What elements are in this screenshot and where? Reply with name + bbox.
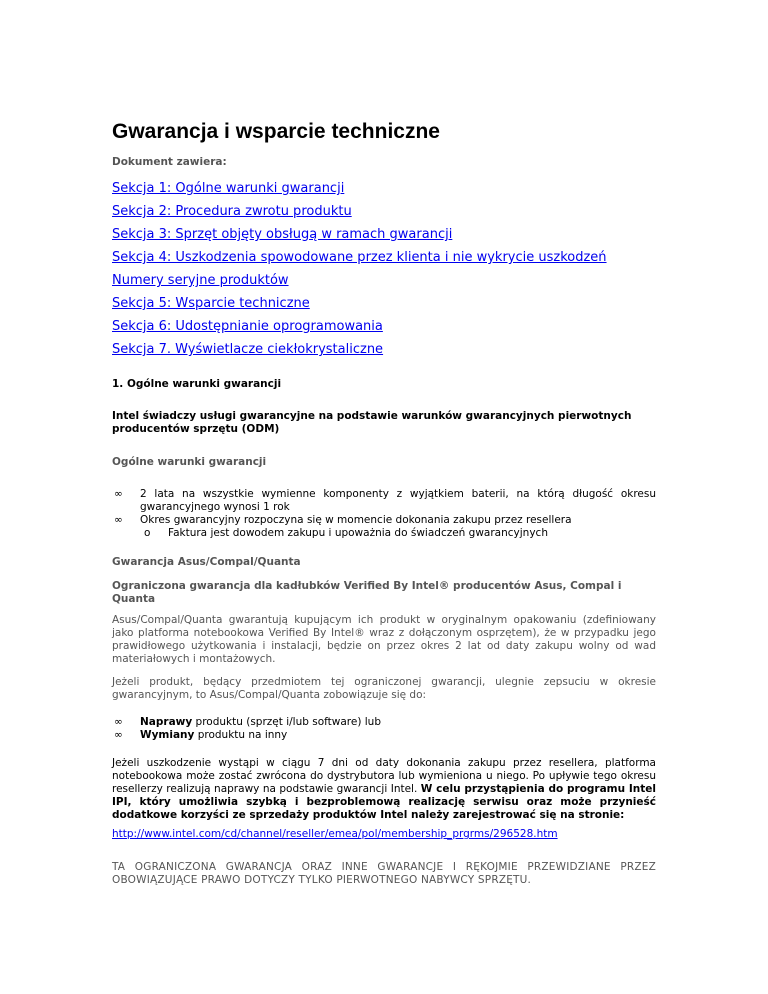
toc-link-serial-numbers[interactable]: Numery seryjne produktów [112, 273, 289, 288]
toc-link-section-4[interactable]: Sekcja 4: Uszkodzenia spowodowane przez klienta i nie wykrycie uszkodzeń [112, 250, 607, 265]
section-1-heading: 1. Ogólne warunki gwarancji [112, 378, 282, 390]
list-item [112, 729, 656, 742]
obligation-bold: Naprawy [140, 716, 193, 728]
list-item [112, 716, 656, 729]
list-item-text: Okres gwarancyjny rozpoczyna się w momencie dokonania zakupu przez resellera [140, 514, 572, 526]
contents-label: Dokument zawiera: [112, 156, 227, 168]
obligation-text: produktu na inny [194, 729, 288, 741]
list-item [112, 514, 656, 540]
warranty-paragraph-1: Asus/Compal/Quanta gwarantują kupującym ich produkt w oryginalnym opakowaniu (zdefiniowany jako platforma notebookowa Verified By Intel® wraz z dołączonym osprzętem), że w przypadku jego prawidłowego użytkowania i instalacji, będzie on przez okres 2 lat od daty zakupu wolny od wad materiałowych i montażowych. [112, 614, 656, 665]
obligation-text: produktu (sprzęt i/lub software) lub [192, 716, 381, 728]
general-terms-heading: Ogólne warunki gwarancji [112, 456, 267, 468]
infinity-bullet-icon: ∞ [114, 488, 123, 500]
list-item-text: 2 lata na wszystkie wymienne komponenty z wyjątkiem baterii, na którą długość okresu gwarancyjnego wynosi 1 rok [140, 488, 656, 513]
return-paragraph-text: Jeżeli uszkodzenie wystąpi w ciągu 7 dni od daty dokonania zakupu przez resellera, platforma notebookowa może zostać zwrócona do dystrybutora lub wymieniona u niego. Po upływie tego okresu resellerzy realizują naprawy na podstawie gwarancji Intel. [112, 757, 656, 795]
toc-link-section-1[interactable]: Sekcja 1: Ogólne warunki gwarancji [112, 181, 345, 196]
asus-warranty-heading: Gwarancja Asus/Compal/Quanta [112, 556, 301, 568]
circle-bullet-icon: o [144, 527, 151, 539]
sub-list-item-text: Faktura jest dowodem zakupu i upoważnia do świadczeń gwarancyjnych [168, 527, 548, 539]
obligations-list [112, 716, 656, 742]
infinity-bullet-icon: ∞ [114, 729, 123, 741]
toc-link-section-5[interactable]: Sekcja 5: Wsparcie techniczne [112, 296, 310, 311]
toc-link-section-6[interactable]: Sekcja 6: Udostępnianie oprogramowania [112, 319, 383, 334]
page-title: Gwarancja i wsparcie techniczne [112, 120, 440, 143]
obligation-bold: Wymiany [140, 729, 195, 741]
toc-link-section-7[interactable]: Sekcja 7. Wyświetlacze ciekłokrystaliczne [112, 342, 384, 357]
general-terms-list [112, 488, 656, 540]
registration-link[interactable]: http://www.intel.com/cd/channel/reseller/emea/pol/membership_prgrms/296528.htm [112, 828, 558, 840]
intro-statement: Intel świadczy usługi gwarancyjne na podstawie warunków gwarancyjnych pierwotnych producentów sprzętu (ODM) [112, 410, 632, 435]
limited-warranty-heading: Ograniczona gwarancja dla kadłubków Verified By Intel® producentów Asus, Compal i Quanta [112, 580, 622, 605]
list-item [112, 488, 656, 514]
toc-link-section-3[interactable]: Sekcja 3: Sprzęt objęty obsługą w ramach gwarancji [112, 227, 453, 242]
toc-link-section-2[interactable]: Sekcja 2: Procedura zwrotu produktu [112, 204, 352, 219]
registration-instruction: W celu przystąpienia do programu Intel IPI, który umożliwia szybką i bezproblemową realizację serwisu oraz może przynieść dodatkowe korzyści ze sprzedaży produktów Intel należy zarejestrować się na stronie: [112, 783, 656, 821]
infinity-bullet-icon: ∞ [114, 716, 123, 728]
return-paragraph [112, 757, 656, 822]
sub-list-item [140, 527, 656, 540]
warranty-paragraph-2: Jeżeli produkt, będący przedmiotem tej ograniczonej gwarancji, ulegnie zepsuciu w okresie gwarancyjnym, to Asus/Compal/Quanta zobowiązuje się do: [112, 676, 656, 701]
table-of-contents [112, 180, 656, 358]
infinity-bullet-icon: ∞ [114, 514, 123, 526]
legal-notice: TA OGRANICZONA GWARANCJA ORAZ INNE GWARANCJE I RĘKOJMIE PRZEWIDZIANE PRZEZ OBOWIĄZUJĄCE PRAWO DOTYCZY TYLKO PIERWOTNEGO NABYWCY SPRZĘTU. [112, 861, 656, 886]
